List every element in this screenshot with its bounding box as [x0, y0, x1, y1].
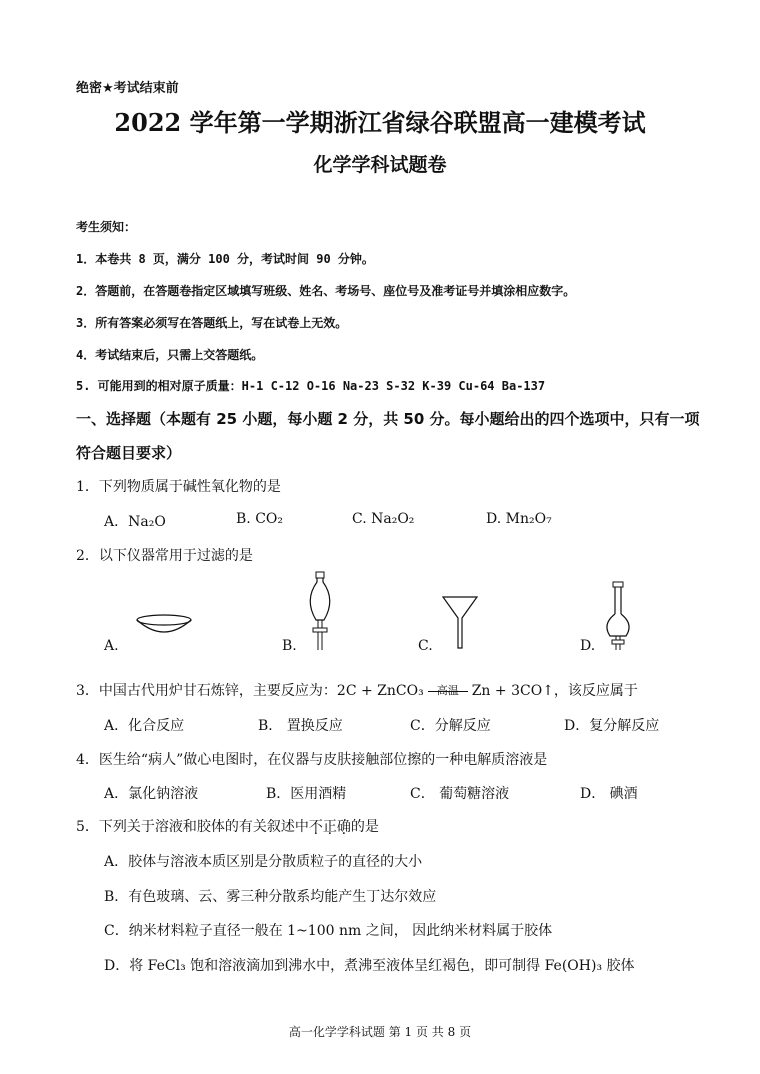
q4-option-b: B．医用酒精 — [266, 786, 347, 802]
q3-option-a: A．化合反应 — [104, 718, 185, 734]
question-3-stem — [76, 680, 638, 700]
q3-option-d: D．复分解反应 — [564, 718, 660, 734]
exam-subtitle: 化学学科试题卷 — [313, 154, 447, 176]
notice-heading: 考生须知： — [76, 220, 137, 234]
evaporating-dish-icon — [134, 612, 194, 640]
q1-option-b: B. CO₂ — [236, 511, 283, 527]
q3-stem-post: Zn + 3CO↑，该反应属于 — [471, 683, 638, 699]
question-4-stem: 4．医生给“病人”做心电图时，在仪器与皮肤接触部位擦的一种电解质溶液是 — [76, 752, 548, 768]
volumetric-flask-icon — [598, 580, 638, 654]
q3-option-c: C．分解反应 — [410, 718, 491, 734]
q3-option-b: B． 置换反应 — [258, 718, 343, 734]
page-footer: 高一化学学科试题 第 1 页 共 8 页 — [288, 1025, 472, 1039]
notice-item: 1．本卷共 8 页，满分 100 分，考试时间 90 分钟。 — [76, 252, 374, 266]
q5-option-c: C．纳米材料粒子直径一般在 1~100 nm 之间， 因此纳米材料属于胶体 — [104, 923, 553, 939]
q5-emphasis: 正 — [322, 819, 337, 835]
q5-stem-post: 的是 — [350, 819, 379, 835]
q3-stem-pre: 3．中国古代用炉甘石炼锌，主要反应为：2C + ZnCO₃ — [76, 683, 424, 699]
q1-option-a: A．Na₂O — [104, 514, 166, 530]
q2-option-b: B. — [282, 638, 297, 654]
q1-option-c: C. Na₂O₂ — [352, 511, 415, 527]
q4-option-d: D． 碘酒 — [580, 786, 638, 802]
section-heading: 一、选择题（本题有 25 小题，每小题 2 分，共 50 分。每小题给出的四个选项中，只有一项 — [76, 410, 700, 428]
notice-item: 4．考试结束后，只需上交答题纸。 — [76, 348, 264, 362]
q4-option-a: A．氯化钠溶液 — [104, 786, 199, 802]
confidential-label: 绝密★考试结束前 — [76, 81, 179, 96]
exam-title: 2022 学年第一学期浙江省绿谷联盟高一建模考试 — [114, 108, 646, 137]
notice-item: 3．所有答案必须写在答题纸上，写在试卷上无效。 — [76, 316, 348, 330]
q5-stem-pre: 5．下列关于溶液和胶体的有关叙述中 — [76, 819, 309, 835]
q5-option-b: B．有色玻璃、云、雾三种分散系均能产生丁达尔效应 — [104, 889, 437, 905]
notice-item: 5. 可能用到的相对原子质量：H-1 C-12 O-16 Na-23 S-32 K-39 Cu-64 Ba-137 — [76, 379, 546, 393]
q1-option-d: D. Mn₂O₇ — [486, 511, 552, 527]
question-1-stem: 1．下列物质属于碱性氧化物的是 — [76, 479, 281, 495]
filter-funnel-icon — [440, 594, 480, 652]
question-5-stem — [76, 816, 379, 836]
notice-item: 2．答题前，在答题卷指定区域填写班级、姓名、考场号、座位号及准考证号并填涂相应数字。 — [76, 284, 576, 298]
q4-option-c: C． 葡萄糖溶液 — [410, 786, 510, 802]
separatory-funnel-icon — [300, 570, 340, 652]
q2-option-a: A. — [104, 638, 119, 654]
q2-option-d: D. — [580, 638, 596, 654]
q5-option-a: A．胶体与溶液本质区别是分散质粒子的直径的大小 — [104, 854, 423, 870]
reaction-condition — [428, 684, 468, 697]
q5-emphasis: 确 — [336, 819, 351, 835]
section-heading-cont: 符合题目要求） — [76, 444, 182, 462]
q5-option-d: D．将 FeCl₃ 饱和溶液滴加到沸水中，煮沸至液体呈红褐色，即可制得 Fe(OH)₃ 胶体 — [104, 958, 635, 974]
reaction-condition-label: 高温 — [436, 684, 459, 697]
question-2-stem: 2．以下仪器常用于过滤的是 — [76, 548, 253, 564]
q2-option-c: C. — [418, 638, 433, 654]
q5-emphasis: 不 — [308, 819, 323, 835]
